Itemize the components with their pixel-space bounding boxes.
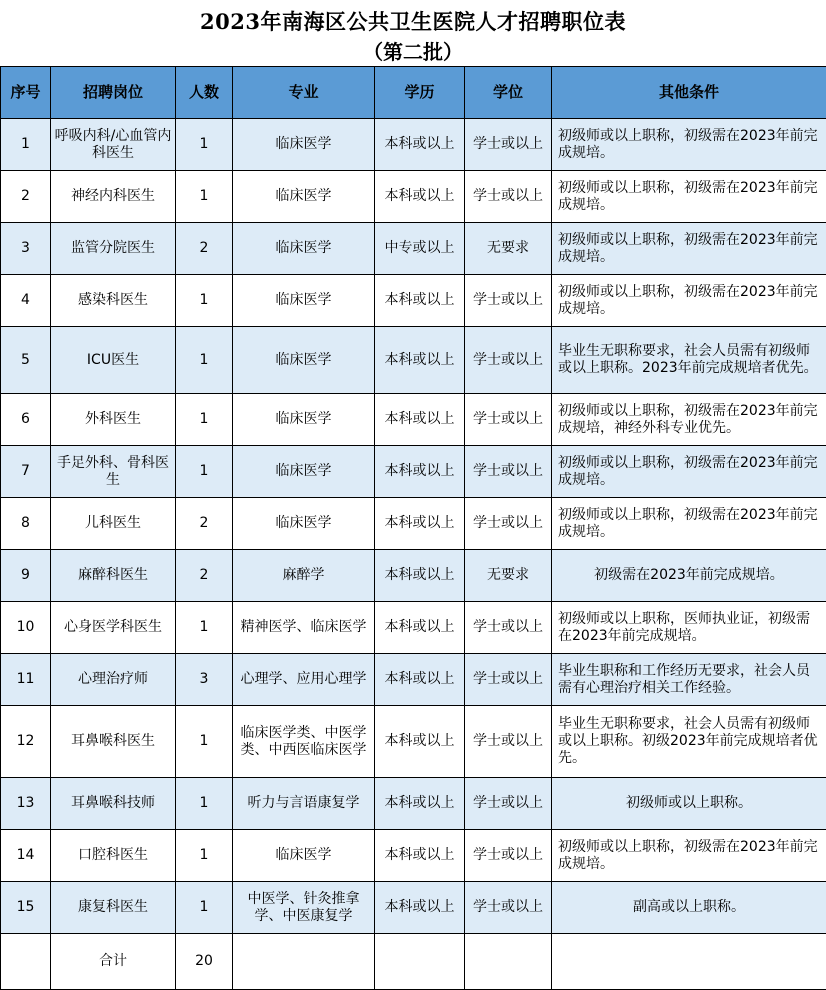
header-position: 招聘岗位	[51, 67, 176, 119]
education-cell: 本科或以上	[375, 327, 465, 394]
degree-cell: 学士或以上	[465, 446, 552, 498]
conditions-cell: 初级师或以上职称，初级需在2023年前完成规培。	[552, 275, 826, 327]
row-number-cell: 2	[1, 171, 51, 223]
row-number-cell: 4	[1, 275, 51, 327]
header-major: 专业	[233, 67, 375, 119]
major-cell: 心理学、应用心理学	[233, 654, 375, 706]
row-number-cell: 15	[1, 882, 51, 934]
conditions-cell: 初级师或以上职称，初级需在2023年前完成规培。	[552, 223, 826, 275]
row-number-cell: 14	[1, 830, 51, 882]
count-cell: 1	[176, 394, 233, 446]
degree-cell: 无要求	[465, 223, 552, 275]
count-cell: 1	[176, 602, 233, 654]
degree-cell: 学士或以上	[465, 394, 552, 446]
count-cell: 3	[176, 654, 233, 706]
recruitment-table	[0, 66, 826, 990]
education-cell: 本科或以上	[375, 119, 465, 171]
total-empty-cell	[552, 934, 826, 990]
row-number-cell: 8	[1, 498, 51, 550]
education-cell: 本科或以上	[375, 830, 465, 882]
degree-cell: 学士或以上	[465, 706, 552, 778]
position-cell: 康复科医生	[51, 882, 176, 934]
education-cell: 本科或以上	[375, 706, 465, 778]
count-cell: 1	[176, 830, 233, 882]
major-cell: 临床医学	[233, 498, 375, 550]
major-cell: 精神医学、临床医学	[233, 602, 375, 654]
conditions-cell: 初级师或以上职称，初级需在2023年前完成规培。	[552, 171, 826, 223]
total-empty-cell	[233, 934, 375, 990]
major-cell: 临床医学类、中医学类、中西医临床医学	[233, 706, 375, 778]
education-cell: 本科或以上	[375, 171, 465, 223]
education-cell: 本科或以上	[375, 498, 465, 550]
degree-cell: 学士或以上	[465, 830, 552, 882]
header-row	[1, 67, 826, 119]
position-cell: 麻醉科医生	[51, 550, 176, 602]
position-cell: ICU医生	[51, 327, 176, 394]
conditions-cell: 毕业生职称和工作经历无要求，社会人员需有心理治疗相关工作经验。	[552, 654, 826, 706]
education-cell: 本科或以上	[375, 394, 465, 446]
education-cell: 中专或以上	[375, 223, 465, 275]
header-degree: 学位	[465, 67, 552, 119]
position-cell: 神经内科医生	[51, 171, 176, 223]
position-cell: 儿科医生	[51, 498, 176, 550]
page-subtitle: （第二批）	[0, 36, 826, 65]
conditions-cell: 副高或以上职称。	[552, 882, 826, 934]
major-cell: 临床医学	[233, 275, 375, 327]
title-block	[0, 0, 826, 66]
row-number-cell: 11	[1, 654, 51, 706]
conditions-cell: 初级师或以上职称，初级需在2023年前完成规培。	[552, 446, 826, 498]
conditions-cell: 初级师或以上职称，初级需在2023年前完成规培。	[552, 498, 826, 550]
row-number-cell: 10	[1, 602, 51, 654]
position-cell: 口腔科医生	[51, 830, 176, 882]
degree-cell: 学士或以上	[465, 119, 552, 171]
degree-cell: 学士或以上	[465, 327, 552, 394]
education-cell: 本科或以上	[375, 446, 465, 498]
table-row	[1, 602, 826, 654]
table-row	[1, 882, 826, 934]
education-cell: 本科或以上	[375, 550, 465, 602]
education-cell: 本科或以上	[375, 882, 465, 934]
position-cell: 外科医生	[51, 394, 176, 446]
table-row	[1, 550, 826, 602]
page-title: 2023年南海区公共卫生医院人才招聘职位表	[0, 6, 826, 36]
major-cell: 临床医学	[233, 446, 375, 498]
major-cell: 临床医学	[233, 830, 375, 882]
table-row	[1, 778, 826, 830]
table-row	[1, 394, 826, 446]
row-number-cell: 5	[1, 327, 51, 394]
degree-cell: 无要求	[465, 550, 552, 602]
count-cell: 2	[176, 498, 233, 550]
count-cell: 1	[176, 882, 233, 934]
conditions-cell: 初级师或以上职称。	[552, 778, 826, 830]
total-row	[1, 934, 826, 990]
count-cell: 1	[176, 171, 233, 223]
degree-cell: 学士或以上	[465, 275, 552, 327]
position-cell: 呼吸内科/心血管内科医生	[51, 119, 176, 171]
major-cell: 中医学、针灸推拿学、中医康复学	[233, 882, 375, 934]
row-number-cell: 9	[1, 550, 51, 602]
table-row	[1, 171, 826, 223]
degree-cell: 学士或以上	[465, 654, 552, 706]
education-cell: 本科或以上	[375, 602, 465, 654]
degree-cell: 学士或以上	[465, 498, 552, 550]
total-no-cell	[1, 934, 51, 990]
total-empty-cell	[465, 934, 552, 990]
degree-cell: 学士或以上	[465, 778, 552, 830]
total-empty-cell	[375, 934, 465, 990]
row-number-cell: 12	[1, 706, 51, 778]
conditions-cell: 毕业生无职称要求，社会人员需有初级师或以上职称。初级2023年前完成规培者优先。	[552, 706, 826, 778]
major-cell: 临床医学	[233, 394, 375, 446]
row-number-cell: 13	[1, 778, 51, 830]
position-cell: 心理治疗师	[51, 654, 176, 706]
position-cell: 监管分院医生	[51, 223, 176, 275]
count-cell: 2	[176, 223, 233, 275]
table-row	[1, 275, 826, 327]
degree-cell: 学士或以上	[465, 602, 552, 654]
row-number-cell: 7	[1, 446, 51, 498]
position-cell: 手足外科、骨科医生	[51, 446, 176, 498]
header-no: 序号	[1, 67, 51, 119]
table-body	[1, 119, 826, 934]
degree-cell: 学士或以上	[465, 882, 552, 934]
conditions-cell: 初级师或以上职称，初级需在2023年前完成规培，神经外科专业优先。	[552, 394, 826, 446]
major-cell: 临床医学	[233, 223, 375, 275]
position-cell: 心身医学科医生	[51, 602, 176, 654]
count-cell: 1	[176, 706, 233, 778]
table-row	[1, 654, 826, 706]
header-count: 人数	[176, 67, 233, 119]
count-cell: 1	[176, 778, 233, 830]
conditions-cell: 毕业生无职称要求，社会人员需有初级师或以上职称。2023年前完成规培者优先。	[552, 327, 826, 394]
conditions-cell: 初级需在2023年前完成规培。	[552, 550, 826, 602]
education-cell: 本科或以上	[375, 778, 465, 830]
position-cell: 感染科医生	[51, 275, 176, 327]
table-row	[1, 706, 826, 778]
conditions-cell: 初级师或以上职称，初级需在2023年前完成规培。	[552, 830, 826, 882]
total-count: 20	[176, 934, 233, 990]
count-cell: 1	[176, 327, 233, 394]
position-cell: 耳鼻喉科技师	[51, 778, 176, 830]
degree-cell: 学士或以上	[465, 171, 552, 223]
table-row	[1, 498, 826, 550]
position-cell: 耳鼻喉科医生	[51, 706, 176, 778]
header-education: 学历	[375, 67, 465, 119]
count-cell: 1	[176, 119, 233, 171]
row-number-cell: 3	[1, 223, 51, 275]
row-number-cell: 1	[1, 119, 51, 171]
table-row	[1, 119, 826, 171]
education-cell: 本科或以上	[375, 654, 465, 706]
education-cell: 本科或以上	[375, 275, 465, 327]
table-row	[1, 446, 826, 498]
row-number-cell: 6	[1, 394, 51, 446]
table-row	[1, 830, 826, 882]
table-row	[1, 327, 826, 394]
major-cell: 临床医学	[233, 327, 375, 394]
conditions-cell: 初级师或以上职称，医师执业证，初级需在2023年前完成规培。	[552, 602, 826, 654]
major-cell: 麻醉学	[233, 550, 375, 602]
major-cell: 听力与言语康复学	[233, 778, 375, 830]
table-row	[1, 223, 826, 275]
conditions-cell: 初级师或以上职称，初级需在2023年前完成规培。	[552, 119, 826, 171]
major-cell: 临床医学	[233, 119, 375, 171]
count-cell: 2	[176, 550, 233, 602]
total-label: 合计	[51, 934, 176, 990]
count-cell: 1	[176, 446, 233, 498]
header-conditions: 其他条件	[552, 67, 826, 119]
major-cell: 临床医学	[233, 171, 375, 223]
count-cell: 1	[176, 275, 233, 327]
